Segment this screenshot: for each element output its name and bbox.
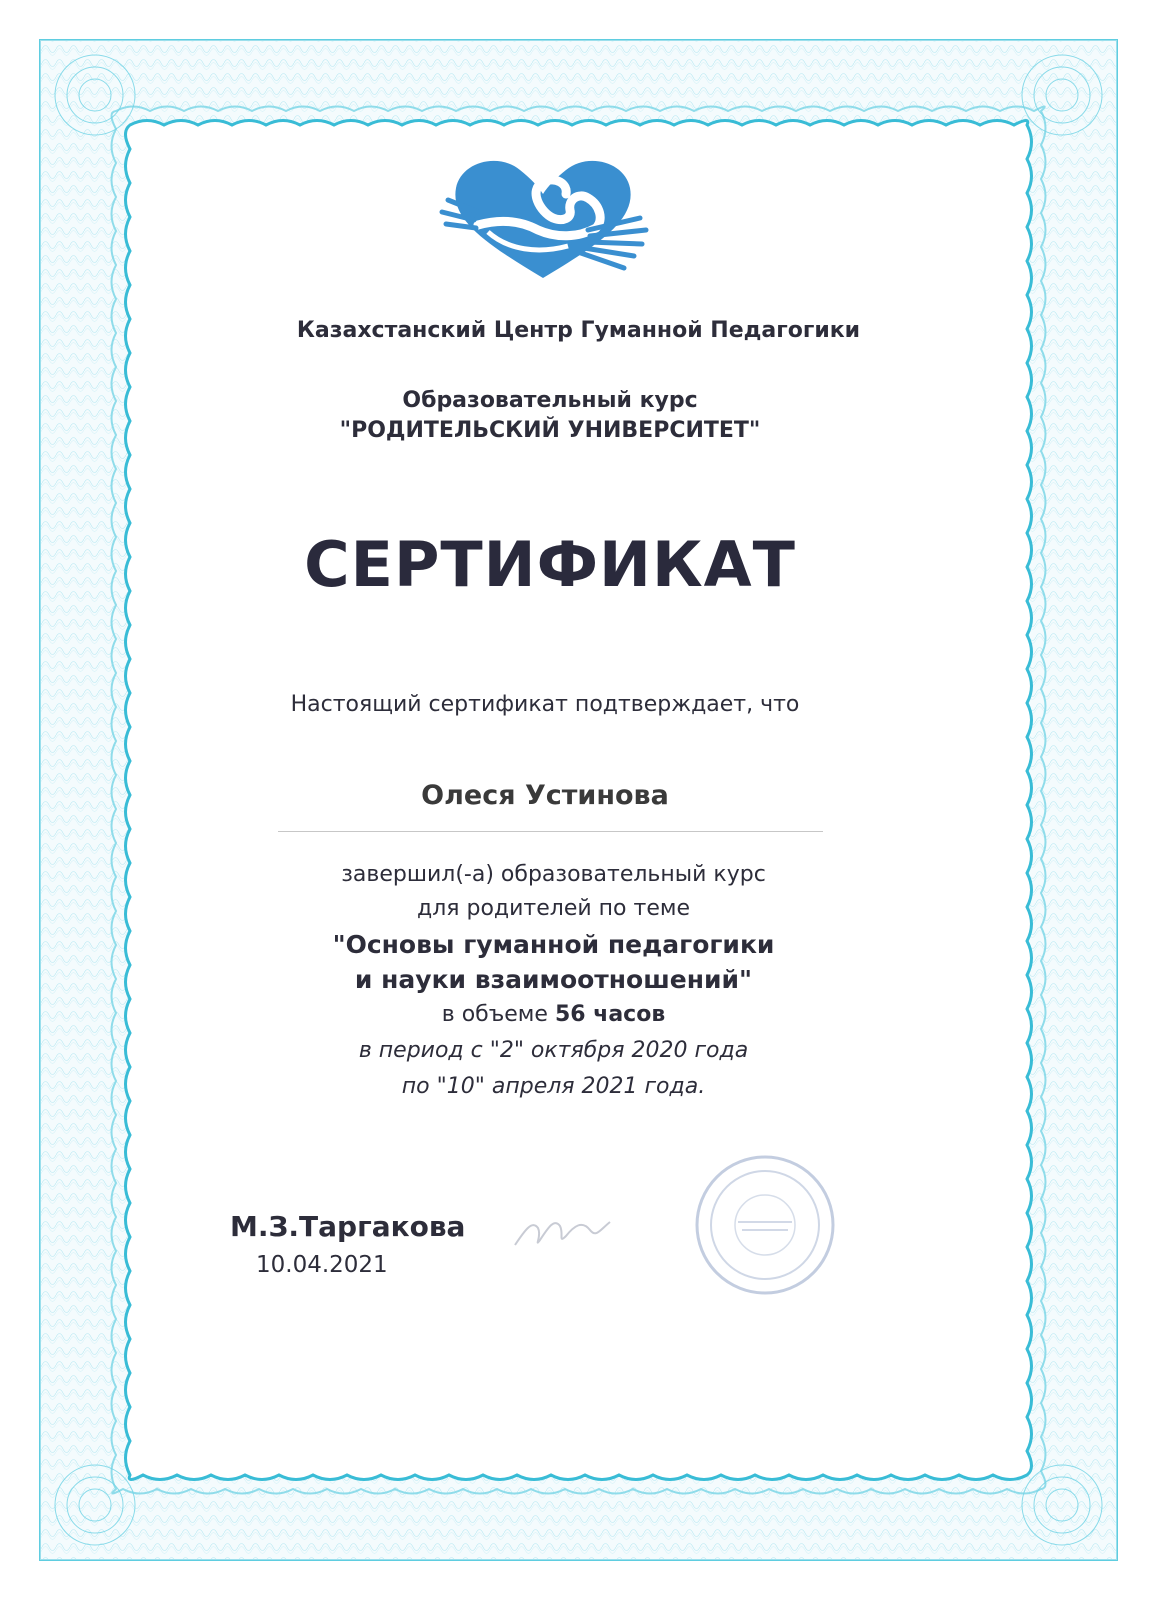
volume-hours: 56 часов bbox=[554, 1002, 666, 1027]
period-line-1: в период с "2" октября 2020 года bbox=[358, 1038, 749, 1063]
topic-line-2: и науки взаимоотношений" bbox=[354, 965, 753, 994]
name-underline bbox=[278, 831, 823, 832]
round-seal-stamp bbox=[690, 1150, 840, 1300]
organization-name: Казахстанский Центр Гуманной Педагогики bbox=[296, 318, 861, 343]
course-type: Образовательный курс bbox=[402, 388, 698, 413]
course-name: "РОДИТЕЛЬСКИЙ УНИВЕРСИТЕТ" bbox=[339, 418, 761, 443]
period-line-2: по "10" апреля 2021 года. bbox=[401, 1074, 706, 1099]
handwritten-signature bbox=[510, 1200, 630, 1260]
completed-line-2: для родителей по теме bbox=[417, 896, 690, 921]
heart-swan-logo bbox=[428, 150, 658, 285]
signer-name: М.З.Таргакова bbox=[230, 1210, 466, 1243]
sign-date: 10.04.2021 bbox=[256, 1252, 388, 1278]
course-volume bbox=[0, 1002, 1107, 1027]
completed-line-1: завершил(-а) образовательный курс bbox=[341, 862, 766, 887]
topic-line-1: "Основы гуманной педагогики bbox=[332, 930, 775, 959]
volume-prefix: в объеме bbox=[441, 1002, 555, 1027]
confirm-text: Настоящий сертификат подтверждает, что bbox=[290, 692, 800, 717]
recipient-name: Олеся Устинова bbox=[421, 780, 669, 811]
certificate-title: СЕРТИФИКАТ bbox=[304, 528, 796, 601]
